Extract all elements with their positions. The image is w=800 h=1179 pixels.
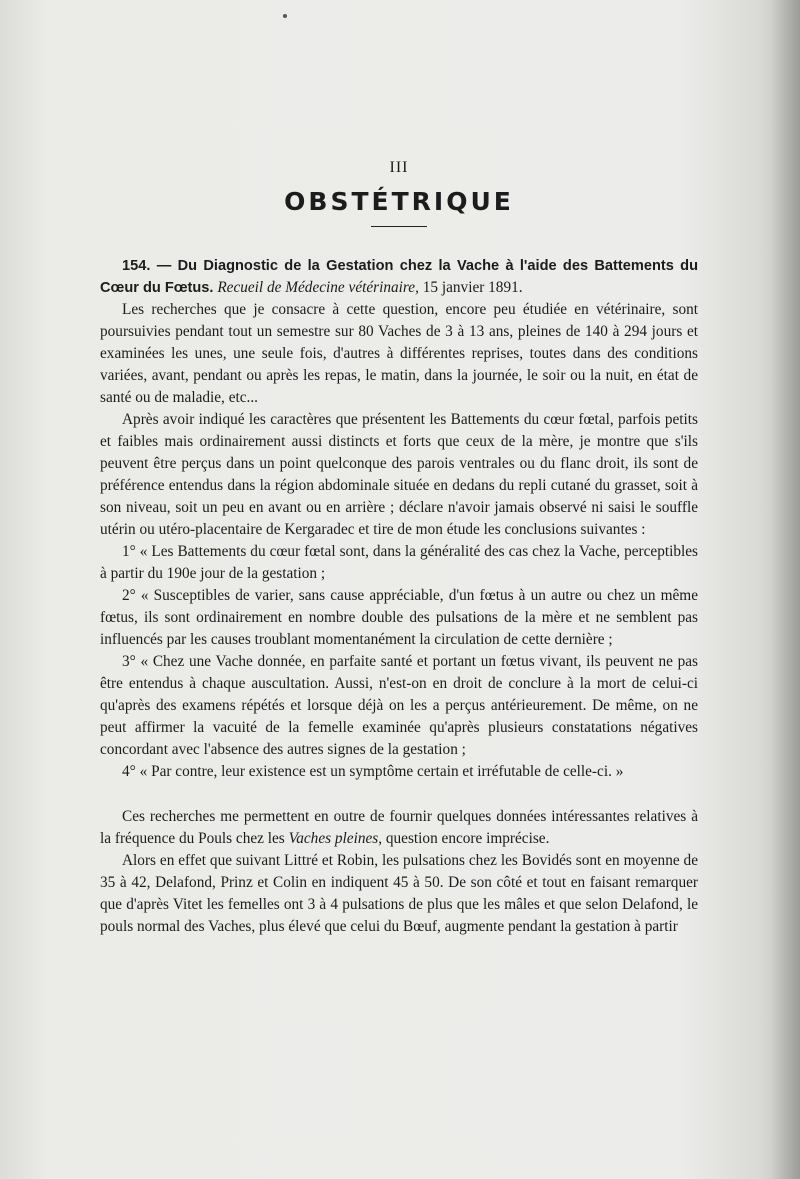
entry-date: 15 janvier 1891. (418, 279, 523, 296)
page-content (100, 158, 698, 938)
entry-title: 154. — Du Diagnostic de la Gestation chez la Vache à l'aide des Battements du Cœur du Fœtus. (100, 258, 698, 296)
pouls-text-start: Ces recherches me permettent en outre de fournir quelques données intéressantes relatives à la fréquence du Pouls chez les (100, 808, 698, 847)
paragraph-2: Après avoir indiqué les caractères que présentent les Battements du cœur fœtal, parfois petits et faibles mais ordinairement aussi distincts et forts que ceux de la mère, je montre que s'ils peuvent être perçus dans un point quelconque des parois ventrales ou du flanc droit, ils sont de préférence entendus dans la région abdominale située en dedans du repli cutané du grasset, soit à son niveau, soit un peu en avant ou en arrière ; déclare n'avoir jamais observé ni saisi le souffle utérin ou utéro-placentaire de Kergaradec et tire de mon étude les conclusions suivantes : (100, 411, 698, 538)
entry-headline (100, 255, 698, 299)
paragraph-1: Les recherches que je consacre à cette question, encore peu étudiée en vétérinaire, sont poursuivies pendant tout un semestre sur 80 Vaches de 3 à 13 ans, pleines de 140 à 294 jours et examinées les unes, une seule fois, d'autres à différentes reprises, toutes dans des conditions variées, avant, pendant ou après les repas, le matin, dans la journée, le soir ou la nuit, en état de santé ou de maladie, etc... (100, 301, 698, 406)
conclusion-2: 2° « Susceptibles de varier, sans cause appréciable, d'un fœtus à un autre ou chez un même fœtus, ils sont ordinairement en nombre double des pulsations de la mère et ne semblent pas influencés par les causes troublant momentanément la circulation de cette dernière ; (100, 587, 698, 648)
chapter-title: OBSTÉTRIQUE (284, 187, 514, 216)
paragraph-pouls-2: Alors en effet que suivant Littré et Robin, les pulsations chez les Bovidés sont en moyenne de 35 à 42, Delafond, Prinz et Colin en indiquent 45 à 50. De son côté et tout en faisant remarquer que d'après Vitet les femelles ont 3 à 4 pulsations de plus que les mâles et que selon Delafond, le pouls normal des Vaches, plus élevé que celui du Bœuf, augmente pendant la gestation à partir (100, 852, 698, 935)
page-edge-shadow (770, 0, 800, 1179)
title-divider (371, 226, 427, 227)
paragraph-pouls-1 (100, 806, 698, 850)
pouls-text-end: , question encore imprécise. (378, 830, 550, 847)
chapter-number: III (389, 159, 409, 176)
ink-speck (283, 14, 287, 18)
conclusion-4: 4° « Par contre, leur existence est un symptôme certain et irréfutable de celle-ci. » (122, 763, 624, 780)
entry-source: Recueil de Médecine vétérinaire, (217, 279, 419, 296)
entry-154 (100, 255, 698, 938)
conclusion-3: 3° « Chez une Vache donnée, en parfaite santé et portant un fœtus vivant, ils peuvent ne pas être entendus à chaque auscultation. Aussi, n'est-on en droit de conclure à la mort de celui-ci qu'après des examens répétés et lorsque déjà on les a perçus antérieurement. De même, on ne peut affirmer la vacuité de la femelle examinée qu'après plusieurs constatations négatives concordant avec l'absence des autres signes de la gestation ; (100, 653, 698, 758)
conclusion-1: 1° « Les Battements du cœur fœtal sont, dans la généralité des cas chez la Vache, perceptibles à partir du 190e jour de la gestation ; (100, 543, 698, 582)
pouls-text-italic: Vaches pleines (288, 830, 379, 847)
